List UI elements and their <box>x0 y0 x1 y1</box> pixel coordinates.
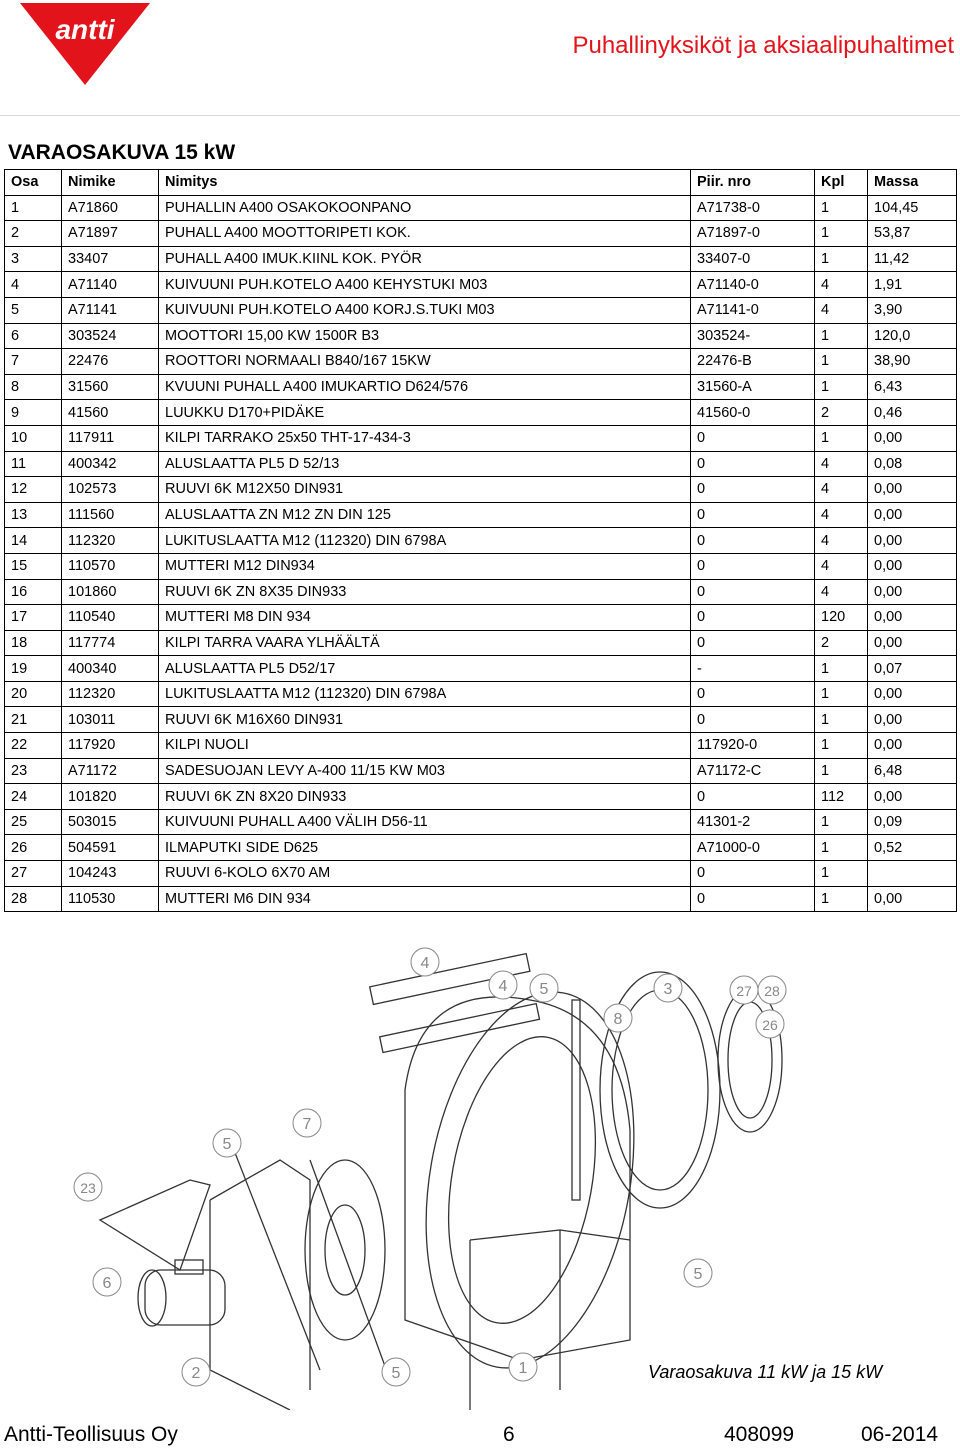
cell-kpl: 1 <box>815 374 868 400</box>
table-row <box>5 477 957 503</box>
cell-kpl: 2 <box>815 630 868 656</box>
cell-massa: 38,90 <box>868 349 957 375</box>
cell-kpl: 4 <box>815 528 868 554</box>
cell-massa: 0,00 <box>868 605 957 631</box>
cell-massa: 0,08 <box>868 451 957 477</box>
callout <box>509 1353 537 1381</box>
svg-text:26: 26 <box>762 1017 778 1033</box>
cell-kpl: 1 <box>815 707 868 733</box>
cell-massa: 0,00 <box>868 502 957 528</box>
cell-osa: 23 <box>5 758 62 784</box>
cell-nimitys: ROOTTORI NORMAALI B840/167 15KW <box>159 349 691 375</box>
table-row <box>5 886 957 912</box>
col-header-nimitys: Nimitys <box>159 170 691 196</box>
cell-osa: 24 <box>5 784 62 810</box>
cell-piir-nro: A71140-0 <box>691 272 815 298</box>
cell-osa: 9 <box>5 400 62 426</box>
callout <box>74 1173 102 1201</box>
cell-kpl: 4 <box>815 502 868 528</box>
callouts <box>74 948 786 1386</box>
callout <box>489 971 517 999</box>
cell-nimike: 101860 <box>62 579 159 605</box>
cell-nimitys: PUHALL A400 IMUK.KIINL KOK. PYÖR <box>159 246 691 272</box>
table-row <box>5 425 957 451</box>
table-row <box>5 246 957 272</box>
cell-piir-nro: 0 <box>691 425 815 451</box>
svg-text:8: 8 <box>613 1011 623 1028</box>
section-title: VARAOSAKUVA 15 kW <box>8 141 236 164</box>
svg-text:1: 1 <box>518 1360 528 1377</box>
cell-nimike: A71860 <box>62 195 159 221</box>
cell-nimike: A71897 <box>62 221 159 247</box>
cell-massa: 0,00 <box>868 733 957 759</box>
cell-massa: 0,46 <box>868 400 957 426</box>
svg-text:6: 6 <box>102 1275 112 1292</box>
cell-nimitys: MUTTERI M6 DIN 934 <box>159 886 691 912</box>
cell-nimike: 102573 <box>62 477 159 503</box>
table-row <box>5 451 957 477</box>
cell-nimitys: ILMAPUTKI SIDE D625 <box>159 835 691 861</box>
fixing-rod-1 <box>230 1140 320 1370</box>
svg-text:5: 5 <box>222 1136 232 1153</box>
cell-piir-nro: 117920-0 <box>691 733 815 759</box>
table-row <box>5 835 957 861</box>
cell-nimitys: RUUVI 6K ZN 8X20 DIN933 <box>159 784 691 810</box>
cell-kpl: 4 <box>815 272 868 298</box>
callout <box>382 1358 410 1386</box>
table-row <box>5 323 957 349</box>
cell-nimitys: KILPI TARRA VAARA YLHÄÄLTÄ <box>159 630 691 656</box>
cell-nimitys: MOOTTORI 15,00 KW 1500R B3 <box>159 323 691 349</box>
cell-nimitys: RUUVI 6K M12X50 DIN931 <box>159 477 691 503</box>
cell-massa: 6,43 <box>868 374 957 400</box>
cell-nimike: 117911 <box>62 425 159 451</box>
callout <box>182 1358 210 1386</box>
cell-kpl: 1 <box>815 195 868 221</box>
table-row <box>5 349 957 375</box>
cell-osa: 13 <box>5 502 62 528</box>
cell-osa: 6 <box>5 323 62 349</box>
cell-osa: 27 <box>5 861 62 887</box>
cell-piir-nro: 22476-B <box>691 349 815 375</box>
cell-osa: 1 <box>5 195 62 221</box>
cell-osa: 11 <box>5 451 62 477</box>
callout <box>654 974 682 1002</box>
cell-piir-nro: 41560-0 <box>691 400 815 426</box>
cell-piir-nro: 0 <box>691 477 815 503</box>
callout <box>293 1109 321 1137</box>
cell-piir-nro: 303524- <box>691 323 815 349</box>
cell-massa: 0,00 <box>868 553 957 579</box>
table-row <box>5 195 957 221</box>
cell-massa: 0,00 <box>868 425 957 451</box>
cell-kpl: 1 <box>815 323 868 349</box>
col-header-piir-nro: Piir. nro <box>691 170 815 196</box>
cell-osa: 17 <box>5 605 62 631</box>
housing-inlet-inner <box>428 1025 616 1335</box>
cell-nimitys: ALUSLAATTA ZN M12 ZN DIN 125 <box>159 502 691 528</box>
cell-nimitys: LUUKKU D170+PIDÄKE <box>159 400 691 426</box>
svg-text:5: 5 <box>391 1365 401 1382</box>
cell-osa: 8 <box>5 374 62 400</box>
cell-piir-nro: 0 <box>691 579 815 605</box>
cell-nimike: 41560 <box>62 400 159 426</box>
col-header-kpl: Kpl <box>815 170 868 196</box>
cell-osa: 18 <box>5 630 62 656</box>
table-row <box>5 784 957 810</box>
cell-nimike: 110530 <box>62 886 159 912</box>
table-row <box>5 297 957 323</box>
header-title: Puhallinyksiköt ja aksiaalipuhaltimet <box>572 32 954 59</box>
cell-piir-nro: 0 <box>691 630 815 656</box>
table-row <box>5 630 957 656</box>
cell-piir-nro: - <box>691 656 815 682</box>
col-header-massa: Massa <box>868 170 957 196</box>
cell-kpl: 1 <box>815 758 868 784</box>
cell-massa: 0,00 <box>868 477 957 503</box>
cell-piir-nro: 0 <box>691 784 815 810</box>
cell-nimike: 117774 <box>62 630 159 656</box>
cell-piir-nro: 0 <box>691 451 815 477</box>
cell-kpl: 1 <box>815 349 868 375</box>
table-row <box>5 809 957 835</box>
cell-nimike: A71172 <box>62 758 159 784</box>
cell-piir-nro: A71738-0 <box>691 195 815 221</box>
cell-kpl: 1 <box>815 681 868 707</box>
svg-text:23: 23 <box>80 1180 96 1196</box>
svg-text:3: 3 <box>663 981 673 998</box>
cell-kpl: 1 <box>815 835 868 861</box>
cell-osa: 7 <box>5 349 62 375</box>
cell-kpl: 1 <box>815 656 868 682</box>
cell-kpl: 1 <box>815 861 868 887</box>
cell-massa: 3,90 <box>868 297 957 323</box>
cell-massa: 1,91 <box>868 272 957 298</box>
cell-osa: 5 <box>5 297 62 323</box>
callout <box>411 948 439 976</box>
table-row <box>5 553 957 579</box>
cell-osa: 20 <box>5 681 62 707</box>
cell-kpl: 4 <box>815 553 868 579</box>
svg-text:5: 5 <box>539 981 549 998</box>
cell-osa: 10 <box>5 425 62 451</box>
cell-nimike: A71141 <box>62 297 159 323</box>
cell-nimitys: KVUUNI PUHALL A400 IMUKARTIO D624/576 <box>159 374 691 400</box>
table-row <box>5 502 957 528</box>
cell-osa: 14 <box>5 528 62 554</box>
callout <box>756 1010 784 1038</box>
cell-piir-nro: 0 <box>691 681 815 707</box>
cell-nimike: 111560 <box>62 502 159 528</box>
cell-piir-nro: 0 <box>691 553 815 579</box>
cell-massa: 0,00 <box>868 707 957 733</box>
cell-nimike: A71140 <box>62 272 159 298</box>
cell-nimitys: LUKITUSLAATTA M12 (112320) DIN 6798A <box>159 681 691 707</box>
cell-piir-nro: 0 <box>691 861 815 887</box>
table-row <box>5 707 957 733</box>
cell-piir-nro: A71897-0 <box>691 221 815 247</box>
motor-end <box>138 1270 166 1326</box>
cell-nimike: 101820 <box>62 784 159 810</box>
table-row <box>5 656 957 682</box>
cell-piir-nro: 41301-2 <box>691 809 815 835</box>
cell-nimike: 31560 <box>62 374 159 400</box>
cell-nimitys: RUUVI 6K ZN 8X35 DIN933 <box>159 579 691 605</box>
cell-osa: 28 <box>5 886 62 912</box>
col-header-nimike: Nimike <box>62 170 159 196</box>
cell-kpl: 4 <box>815 477 868 503</box>
table-row <box>5 400 957 426</box>
cell-nimike: 400342 <box>62 451 159 477</box>
callout <box>730 976 758 1004</box>
cell-massa: 6,48 <box>868 758 957 784</box>
cell-piir-nro: 33407-0 <box>691 246 815 272</box>
cell-piir-nro: A71172-C <box>691 758 815 784</box>
cell-osa: 3 <box>5 246 62 272</box>
cell-nimitys: MUTTERI M8 DIN 934 <box>159 605 691 631</box>
exploded-view-drawing <box>60 940 920 1410</box>
cell-kpl: 1 <box>815 733 868 759</box>
cell-piir-nro: 0 <box>691 605 815 631</box>
cell-kpl: 120 <box>815 605 868 631</box>
cell-nimike: 110570 <box>62 553 159 579</box>
cell-osa: 4 <box>5 272 62 298</box>
table-row <box>5 605 957 631</box>
antti-logo <box>20 3 150 85</box>
svg-text:4: 4 <box>498 978 508 995</box>
cell-kpl: 1 <box>815 425 868 451</box>
callout <box>684 1259 712 1287</box>
table-row <box>5 758 957 784</box>
cell-nimitys: ALUSLAATTA PL5 D 52/13 <box>159 451 691 477</box>
cell-massa: 0,52 <box>868 835 957 861</box>
cell-osa: 12 <box>5 477 62 503</box>
cell-nimitys: PUHALL A400 MOOTTORIPETI KOK. <box>159 221 691 247</box>
cell-nimike: 117920 <box>62 733 159 759</box>
fixing-rod-2 <box>310 1160 390 1380</box>
cell-nimitys: KILPI NUOLI <box>159 733 691 759</box>
cell-piir-nro: 0 <box>691 886 815 912</box>
table-row <box>5 272 957 298</box>
cell-piir-nro: 31560-A <box>691 374 815 400</box>
cell-kpl: 4 <box>815 579 868 605</box>
table-row <box>5 681 957 707</box>
cell-piir-nro: 0 <box>691 502 815 528</box>
cell-massa: 0,00 <box>868 681 957 707</box>
cell-nimike: 33407 <box>62 246 159 272</box>
parts-table <box>4 169 957 912</box>
motor-body <box>145 1270 225 1325</box>
cell-kpl: 112 <box>815 784 868 810</box>
cell-piir-nro: 0 <box>691 707 815 733</box>
svg-text:7: 7 <box>302 1116 312 1133</box>
table-header-row <box>5 170 957 196</box>
cell-nimike: 504591 <box>62 835 159 861</box>
cell-nimitys: MUTTERI M12 DIN934 <box>159 553 691 579</box>
cell-nimitys: RUUVI 6K M16X60 DIN931 <box>159 707 691 733</box>
cell-massa: 0,00 <box>868 630 957 656</box>
table-row <box>5 374 957 400</box>
svg-text:28: 28 <box>764 983 780 999</box>
svg-text:2: 2 <box>191 1365 201 1382</box>
svg-text:4: 4 <box>420 955 430 972</box>
cell-nimitys: KUIVUUNI PUH.KOTELO A400 KORJ.S.TUKI M03 <box>159 297 691 323</box>
cell-osa: 16 <box>5 579 62 605</box>
cell-osa: 26 <box>5 835 62 861</box>
cell-nimike: 104243 <box>62 861 159 887</box>
table-row <box>5 579 957 605</box>
callout <box>604 1004 632 1032</box>
cell-massa: 53,87 <box>868 221 957 247</box>
cell-kpl: 2 <box>815 400 868 426</box>
rotor <box>305 1160 385 1340</box>
cell-massa: 0,00 <box>868 579 957 605</box>
footer-company: Antti-Teollisuus Oy <box>4 1423 178 1446</box>
svg-text:5: 5 <box>693 1266 703 1283</box>
cell-osa: 21 <box>5 707 62 733</box>
cell-massa: 0,00 <box>868 886 957 912</box>
table-row <box>5 221 957 247</box>
svg-text:27: 27 <box>736 983 752 999</box>
cell-massa: 104,45 <box>868 195 957 221</box>
footer-page-number: 6 <box>503 1423 515 1446</box>
cell-osa: 22 <box>5 733 62 759</box>
cell-nimike: 112320 <box>62 681 159 707</box>
parts-table-body <box>5 195 957 912</box>
cell-osa: 25 <box>5 809 62 835</box>
cell-kpl: 1 <box>815 809 868 835</box>
cell-nimike: 303524 <box>62 323 159 349</box>
header-divider <box>0 115 960 116</box>
cell-osa: 15 <box>5 553 62 579</box>
base-frame <box>470 1230 630 1410</box>
cell-massa: 0,09 <box>868 809 957 835</box>
cell-nimitys: SADESUOJAN LEVY A-400 11/15 KW M03 <box>159 758 691 784</box>
col-header-osa: Osa <box>5 170 62 196</box>
cell-nimike: 503015 <box>62 809 159 835</box>
cell-massa: 120,0 <box>868 323 957 349</box>
cell-nimike: 112320 <box>62 528 159 554</box>
cell-nimitys: LUKITUSLAATTA M12 (112320) DIN 6798A <box>159 528 691 554</box>
cell-nimitys: RUUVI 6-KOLO 6X70 AM <box>159 861 691 887</box>
cell-nimitys: PUHALLIN A400 OSAKOKOONPANO <box>159 195 691 221</box>
callout <box>530 974 558 1002</box>
cell-nimike: 400340 <box>62 656 159 682</box>
cell-nimike: 22476 <box>62 349 159 375</box>
cell-piir-nro: A71141-0 <box>691 297 815 323</box>
callout <box>758 976 786 1004</box>
support-strip <box>572 1000 580 1200</box>
cell-massa <box>868 861 957 887</box>
table-row <box>5 861 957 887</box>
table-row <box>5 528 957 554</box>
logo-text: antti <box>55 14 115 45</box>
cell-nimike: 103011 <box>62 707 159 733</box>
cell-kpl: 4 <box>815 297 868 323</box>
cell-kpl: 1 <box>815 221 868 247</box>
cell-nimitys: KUIVUUNI PUH.KOTELO A400 KEHYSTUKI M03 <box>159 272 691 298</box>
cell-nimitys: ALUSLAATTA PL5 D52/17 <box>159 656 691 682</box>
housing-inlet <box>399 976 662 1385</box>
cell-nimitys: KUIVUUNI PUHALL A400 VÄLIH D56-11 <box>159 809 691 835</box>
rain-cover <box>100 1180 210 1270</box>
footer-document-code: 408099 <box>724 1423 795 1446</box>
table-row <box>5 733 957 759</box>
motor-terminal-box <box>175 1260 203 1274</box>
cell-kpl: 1 <box>815 246 868 272</box>
cell-nimitys: KILPI TARRAKO 25x50 THT-17-434-3 <box>159 425 691 451</box>
cell-piir-nro: A71000-0 <box>691 835 815 861</box>
cell-kpl: 1 <box>815 886 868 912</box>
callout <box>213 1129 241 1157</box>
figure-caption: Varaosakuva 11 kW ja 15 kW <box>648 1362 883 1382</box>
cell-nimike: 110540 <box>62 605 159 631</box>
cell-massa: 0,00 <box>868 528 957 554</box>
callout <box>93 1268 121 1296</box>
cell-kpl: 4 <box>815 451 868 477</box>
cell-massa: 0,00 <box>868 784 957 810</box>
footer-date: 06-2014 <box>861 1423 939 1446</box>
cell-osa: 19 <box>5 656 62 682</box>
cell-massa: 0,07 <box>868 656 957 682</box>
cell-piir-nro: 0 <box>691 528 815 554</box>
cell-osa: 2 <box>5 221 62 247</box>
cell-massa: 11,42 <box>868 246 957 272</box>
